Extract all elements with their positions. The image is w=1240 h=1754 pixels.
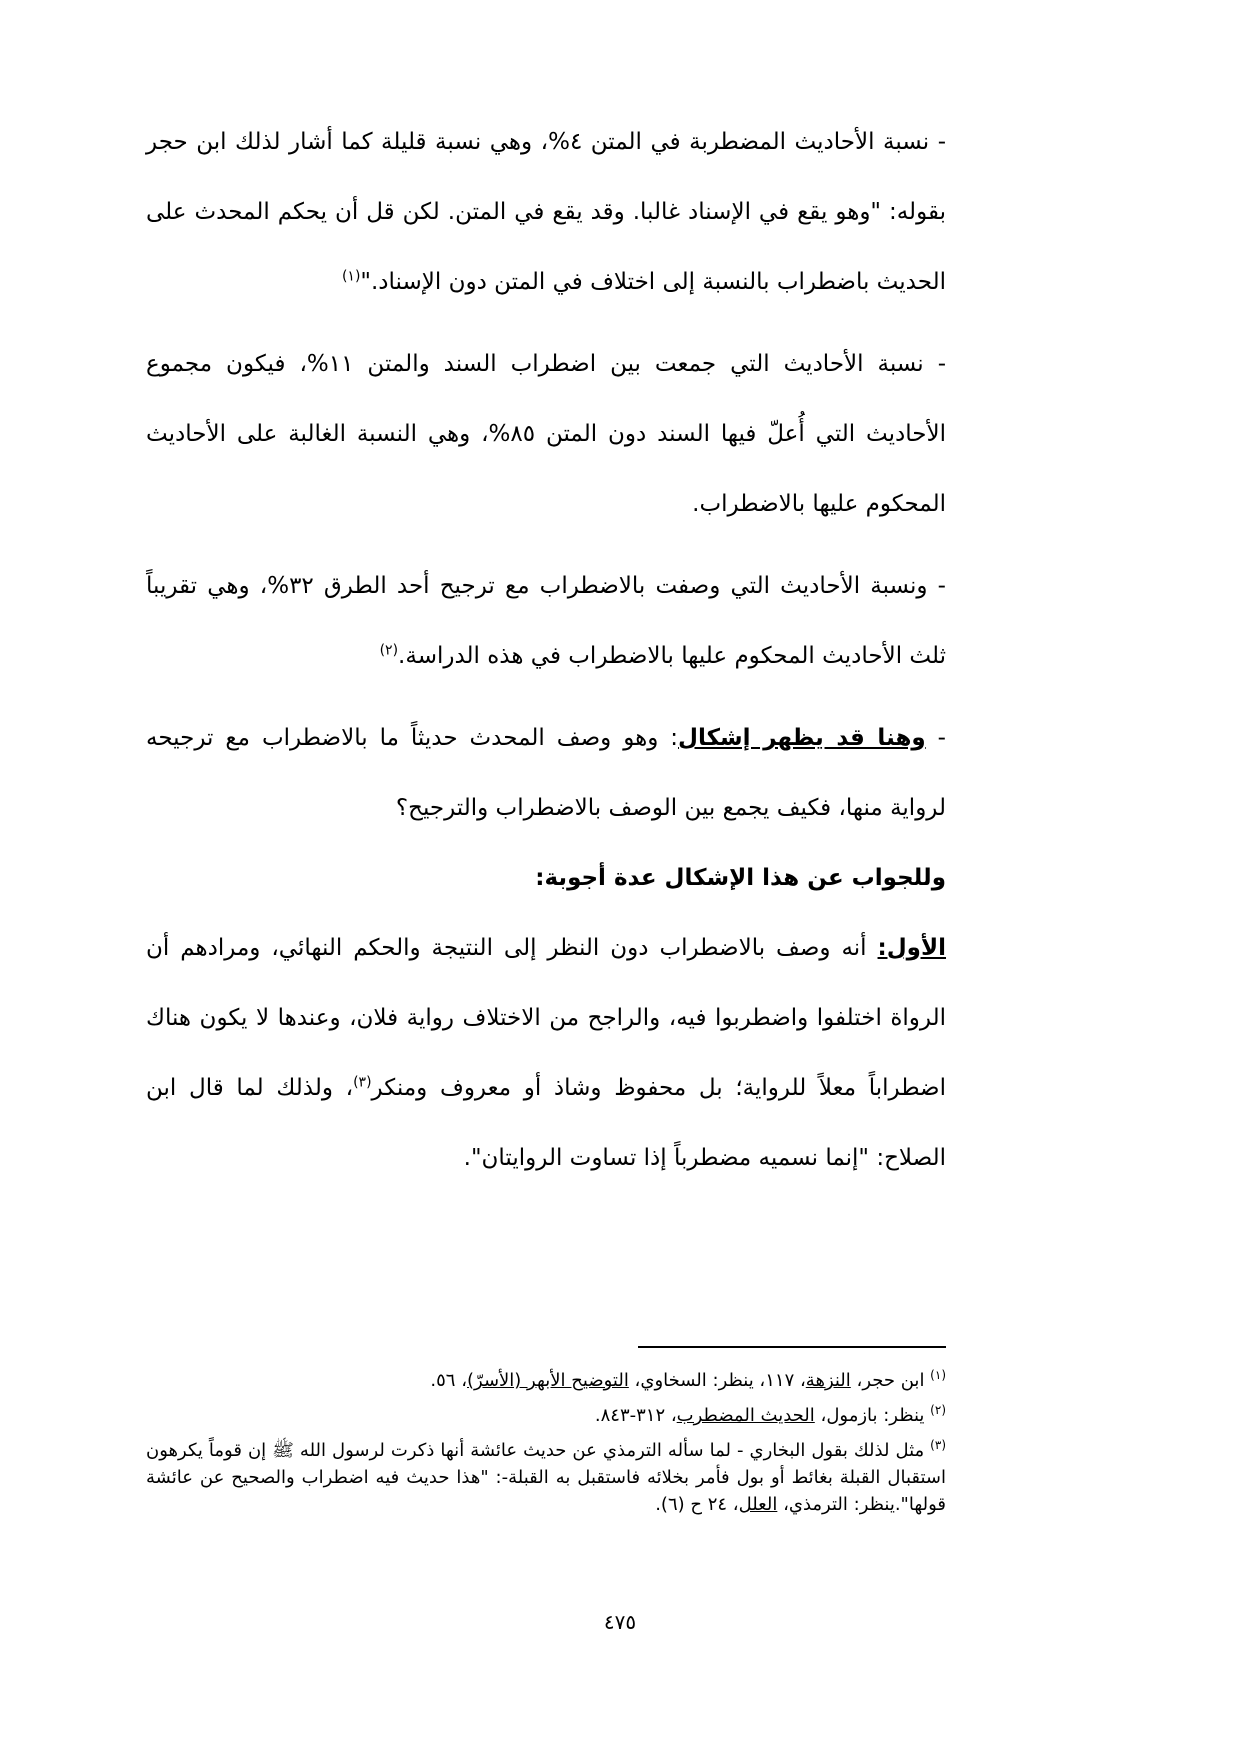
paragraph-3 <box>146 551 946 691</box>
paragraph-4-dash: - <box>925 725 946 751</box>
footnote-3-title-1: العلل <box>738 1494 778 1515</box>
paragraph-4-heading: وهنا قد يظهر إشكال <box>678 725 926 751</box>
footnote-2-text-b: ، ٣١٢-٨٤٣. <box>594 1405 677 1426</box>
paragraph-4-text: : وهو وصف المحدث حديثاً ما بالاضطراب مع ترجيحه لرواية منها، فكيف يجمع بين الوصف بالاضطراب والترجيح؟ <box>146 725 946 821</box>
footnote-3-marker: (٣) <box>930 1438 946 1452</box>
paragraph-3-text: - ونسبة الأحاديث التي وصفت بالاضطراب مع ترجيح أحد الطرق ٣٢%، وهي تقريباً ثلث الأحاديث المحكوم عليها بالاضطراب في هذه الدراسة. <box>146 573 946 669</box>
paragraph-2-text: - نسبة الأحاديث التي جمعت بين اضطراب السند والمتن ١١%، فيكون مجموع الأحاديث التي أُعلّ فيها السند دون المتن ٨٥%، وهي النسبة الغالبة على الأحاديث المحكوم عليها بالاضطراب. <box>146 351 946 517</box>
footnote-3-text-b: ، ٢٤ ح (٦). <box>655 1494 739 1515</box>
footnote-3 <box>146 1437 946 1518</box>
footnote-1-text-a: ابن حجر، <box>850 1370 931 1391</box>
paragraph-1 <box>146 107 946 317</box>
paragraph-4 <box>146 703 946 843</box>
footnote-ref-1[interactable]: (١) <box>341 268 361 285</box>
footnote-ref-3[interactable]: (٣) <box>353 1074 372 1091</box>
first-answer-label: الأول: <box>877 935 946 961</box>
footnote-1 <box>146 1367 946 1394</box>
answers-heading-text: وللجواب عن هذا الإشكال عدة أجوبة: <box>535 865 946 891</box>
paragraph-6-text-a: أنه وصف بالاضطراب دون النظر إلى النتيجة والحكم النهائي، ومرادهم أن الرواة اختلفوا واضطربوا فيه، والراجح من الاختلاف رواية فلان، وعندها لا يكون هناك اضطراباً معلاً للرواية؛ بل محفوظ وشاذ أو معروف ومنكر <box>146 935 946 1101</box>
footnote-2 <box>146 1402 946 1429</box>
footnote-1-text-c: ، ٥٦. <box>430 1370 467 1391</box>
footnote-2-title-1: الحديث المضطرب <box>676 1405 815 1426</box>
footnote-1-title-1: النزهة <box>805 1370 851 1391</box>
footnote-2-marker: (٢) <box>930 1403 946 1417</box>
footnote-ref-2[interactable]: (٢) <box>379 642 399 659</box>
paragraph-1-text: - نسبة الأحاديث المضطربة في المتن ٤%، وهي نسبة قليلة كما أشار لذلك ابن حجر بقوله: "وهو يقع في الإسناد غالبا. وقد يقع في المتن. لكن قل أن يحكم المحدث على الحديث باضطراب بالنسبة إلى اختلاف في المتن دون الإسناد." <box>146 129 946 295</box>
footnotes <box>146 1367 946 1526</box>
paragraph-6-text-b: ، ولذلك لما قال ابن الصلاح: "إنما نسميه مضطرباً إذا تساوت الروايتان". <box>146 1075 946 1171</box>
page-number: ٤٧٥ <box>603 1610 637 1634</box>
footnote-separator <box>638 1346 946 1348</box>
footnote-3-text-a: مثل لذلك بقول البخاري - لما سأله الترمذي عن حديث عائشة أنها ذكرت لرسول الله ﷺ إن قوماً يكرهون استقبال القبلة بغائط أو بول فأمر بخلائه فاستقبل به القبلة-: "هذا حديث فيه اضطراب والصحيح عن عائشة قولها".ينظر: الترمذي، <box>146 1440 946 1515</box>
footnote-1-text-b: ، ١١٧، ينظر: السخاوي، <box>628 1370 806 1391</box>
paragraph-6 <box>146 913 946 1193</box>
footnote-1-marker: (١) <box>930 1368 946 1382</box>
footnote-1-title-2: التوضيح الأبهر (الأسرّ) <box>467 1370 629 1391</box>
footnote-2-text-a: ينظر: بازمول، <box>814 1405 931 1426</box>
main-text <box>146 107 946 1193</box>
paragraph-2 <box>146 329 946 539</box>
answers-heading <box>146 843 946 913</box>
